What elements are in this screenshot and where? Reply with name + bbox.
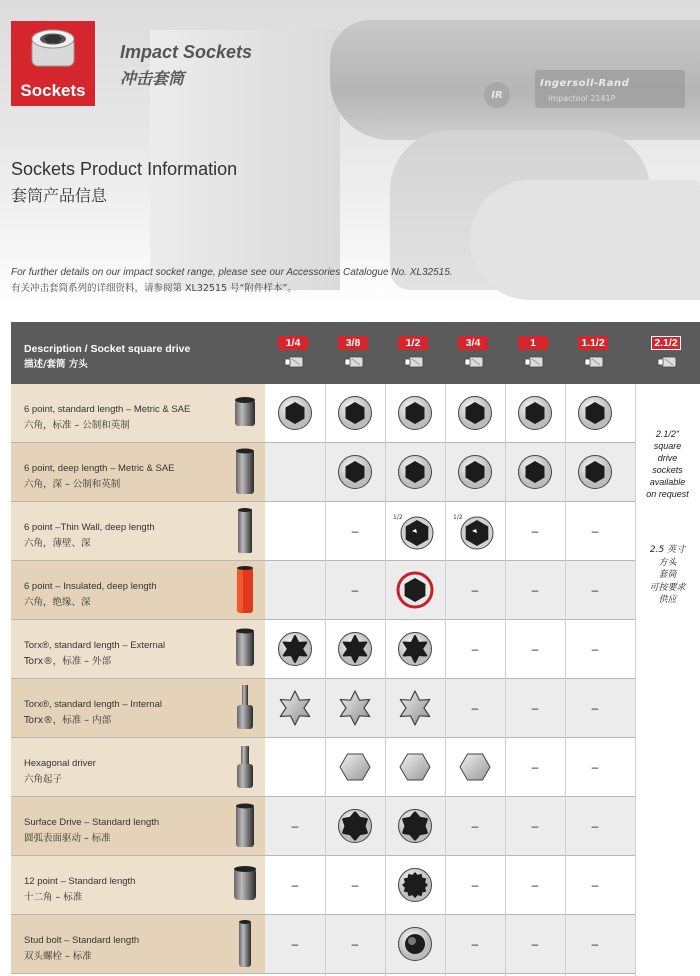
table-row [11,443,700,501]
socket-image [231,388,259,438]
hex-profile-icon [445,443,505,501]
table-row [11,738,700,796]
hex-profile-icon [385,443,445,501]
twelve-profile-icon [385,856,445,914]
surface-profile-icon [325,797,385,855]
not-available-mark [265,797,325,855]
special-order-note [635,428,700,500]
not-available-mark [445,561,505,619]
row-label: 12 point – Standard length [24,876,136,887]
dash-text: – [351,524,359,538]
dash-text: – [291,819,299,833]
dash-text: – [351,937,359,951]
table-row [11,384,700,442]
dash-text: – [531,642,539,656]
hero-photo [0,0,700,310]
row-description [11,679,265,737]
socket-image [231,565,259,615]
special-order-column [635,384,700,976]
column-divider [635,384,636,976]
empty-cell [265,502,325,560]
row-label: Stud bolt – Standard length [24,935,140,946]
hex-profile-icon [325,384,385,442]
not-available-mark [445,915,505,973]
drive-size-label: 1/4 [278,336,308,350]
surface-profile-icon [385,797,445,855]
not-available-mark [505,502,565,560]
not-available-mark [445,797,505,855]
row-divider [11,973,700,974]
dash-text: – [471,878,479,892]
dash-text: – [591,819,599,833]
dash-text: – [531,524,539,538]
row-description [11,502,265,560]
dash-text: – [471,701,479,715]
drive-3-8 [335,332,375,376]
stud-profile-icon [385,915,445,973]
dash-text: – [471,642,479,656]
torx-profile-icon [265,620,325,678]
not-available-mark [265,856,325,914]
row-description [11,856,265,914]
socket-image [231,919,259,969]
star-profile-icon [325,679,385,737]
row-label: Surface Drive – Standard length [24,817,160,828]
dash-text: – [351,878,359,892]
row-label-cn: Torx®，标准 – 内部 [24,715,112,726]
table-row [11,915,700,973]
hex-profile-icon [505,384,565,442]
row-description [11,915,265,973]
catalogue-note: For further details on our impact socket range, please see our Accessories Catalogue No. XL32515. [11,267,453,278]
note-line: drive [657,453,678,463]
drive-3-4 [455,332,495,376]
hex-profile-icon [565,443,625,501]
not-available-mark [325,856,385,914]
table-row [11,620,700,678]
row-label-cn: 六角起子 [24,774,63,785]
square-drive-icon [284,354,306,370]
table-header-label-cn: 描述/套筒 方头 [24,359,88,370]
drive-size-label: 1/2 [398,336,428,350]
not-available-mark [505,679,565,737]
dash-text: – [531,760,539,774]
not-available-mark [265,915,325,973]
column-divider [445,384,446,976]
hex-profile-icon [325,443,385,501]
square-drive-icon [657,354,679,370]
dash-text: – [591,937,599,951]
dash-text: – [291,878,299,892]
not-available-mark [445,679,505,737]
table-row [11,679,700,737]
dash-text: – [591,878,599,892]
empty-cell [265,738,325,796]
row-label: Hexagonal driver [24,758,96,769]
not-available-mark [445,856,505,914]
dash-text: – [591,583,599,597]
square-drive-icon [584,354,606,370]
row-label-cn: 六角，深 – 公制和英制 [24,479,121,490]
not-available-mark [565,738,625,796]
dash-text: – [531,701,539,715]
not-available-mark [565,502,625,560]
row-label-cn: Torx®，标准 – 外部 [24,656,112,667]
not-available-mark [565,620,625,678]
drive-size-label: 2.1/2 [651,336,681,350]
row-description [11,561,265,619]
socket-image [231,683,259,733]
note-line: sockets [652,465,683,475]
not-available-mark [565,915,625,973]
not-available-mark [505,561,565,619]
thin-profile-icon [445,502,505,560]
socket-image [231,506,259,556]
not-available-mark [565,856,625,914]
table-header-label: Description / Socket square drive [24,343,191,355]
row-description [11,620,265,678]
not-available-mark [325,502,385,560]
hex-profile-icon [385,384,445,442]
table-row [11,561,700,619]
empty-cell [265,443,325,501]
not-available-mark [505,797,565,855]
not-available-mark [445,620,505,678]
hexsolid-profile-icon [445,738,505,796]
row-label-cn: 六角，薄壁、深 [24,538,91,549]
table-header [11,322,700,384]
table-row [11,856,700,914]
note-line-cn: 可按要求 [649,582,686,593]
note-line: available [649,477,686,487]
socket-image [231,624,259,674]
dash-text: – [591,701,599,715]
row-label: 6 point – Insulated, deep length [24,581,157,592]
row-label: 6 point, deep length – Metric & SAE [24,463,175,474]
not-available-mark [565,561,625,619]
drive-size-label: 3/8 [338,336,368,350]
row-label-cn: 六角，绝缘、深 [24,597,91,608]
square-drive-icon [404,354,426,370]
dash-text: – [531,819,539,833]
not-available-mark [505,620,565,678]
row-label-cn: 六角，标准 – 公制和英制 [24,420,130,431]
dash-text: – [471,819,479,833]
dash-text: – [591,524,599,538]
column-divider [385,384,386,976]
socket-image [231,447,259,497]
not-available-mark [505,915,565,973]
hex-profile-icon [505,443,565,501]
drive-size-label: 1.1/2 [578,336,608,350]
socket-image [231,860,259,910]
page-title: Impact Sockets [120,42,253,62]
special-order-note-cn [635,544,700,607]
insul-profile-icon [385,561,445,619]
dash-text: – [351,583,359,597]
drive-size-label: 3/4 [458,336,488,350]
socket-image [231,742,259,792]
note-line-cn: 2.5 英寸 [649,545,686,555]
drive-size-label: 1 [518,336,548,350]
row-label-cn: 圆弧表面驱动 – 标准 [24,833,111,844]
not-available-mark [505,856,565,914]
row-label: 6 point –Thin Wall, deep length [24,522,155,533]
socket-table [11,322,700,976]
square-drive-icon [464,354,486,370]
row-description [11,797,265,855]
sockets-logo-label: Sockets [20,81,86,100]
square-drive-icon [344,354,366,370]
note-line-cn: 套筒 [658,570,677,580]
note-line-cn: 供应 [658,595,677,605]
table-row [11,797,700,855]
ir-logo: IR [484,82,510,108]
sockets-logo [11,21,95,106]
not-available-mark [505,738,565,796]
drive-1 [515,332,555,376]
drive-1-2 [395,332,435,376]
section-title: Sockets Product Information [11,159,238,179]
star-profile-icon [385,679,445,737]
empty-cell [265,561,325,619]
note-line-cn: 方头 [658,557,677,568]
svg-text:1/2: 1/2 [393,514,403,521]
star-profile-icon [265,679,325,737]
hex-profile-icon [565,384,625,442]
dash-text: – [471,583,479,597]
not-available-mark [565,797,625,855]
note-line: on request [646,489,689,499]
row-label-cn: 十二角 – 标准 [24,892,83,903]
dash-text: – [591,642,599,656]
thin-profile-icon [385,502,445,560]
drive-2-1-2 [648,332,688,376]
dash-text: – [531,583,539,597]
tool-model-text: Impactool 2141P [548,94,616,103]
table-row [11,502,700,560]
column-divider [505,384,506,976]
column-divider [325,384,326,976]
note-line: square [653,441,682,451]
row-description [11,738,265,796]
dash-text: – [291,937,299,951]
tool-brand-text: Ingersoll-Rand [540,78,630,89]
drive-1-4 [275,332,315,376]
not-available-mark [325,561,385,619]
row-description [11,443,265,501]
hex-profile-icon [265,384,325,442]
dash-text: – [591,760,599,774]
row-label-cn: 双头螺栓 – 标准 [24,951,92,962]
hexsolid-profile-icon [325,738,385,796]
page-title-cn: 冲击套筒 [120,69,185,88]
row-label: 6 point, standard length – Metric & SAE [24,404,191,415]
dash-text: – [471,937,479,951]
row-label: Torx®, standard length – External [24,640,166,651]
torx-profile-icon [385,620,445,678]
row-description [11,384,265,442]
dash-text: – [531,878,539,892]
catalogue-note-cn: 有关冲击套筒系列的详细资料，请参阅第 XL32515 号“附件样本”。 [11,283,297,294]
column-divider [565,384,566,976]
section-title-cn: 套筒产品信息 [11,186,108,205]
torx-profile-icon [325,620,385,678]
socket-icon [28,28,78,72]
dash-text: – [531,937,539,951]
note-line: 2.1/2" [655,429,680,439]
not-available-mark [325,915,385,973]
row-label: Torx®, standard length – Internal [24,699,162,710]
square-drive-icon [524,354,546,370]
hexsolid-profile-icon [385,738,445,796]
drive-1-1-2 [575,332,615,376]
svg-text:1/2: 1/2 [453,514,463,521]
hex-profile-icon [445,384,505,442]
not-available-mark [565,679,625,737]
socket-image [231,801,259,851]
